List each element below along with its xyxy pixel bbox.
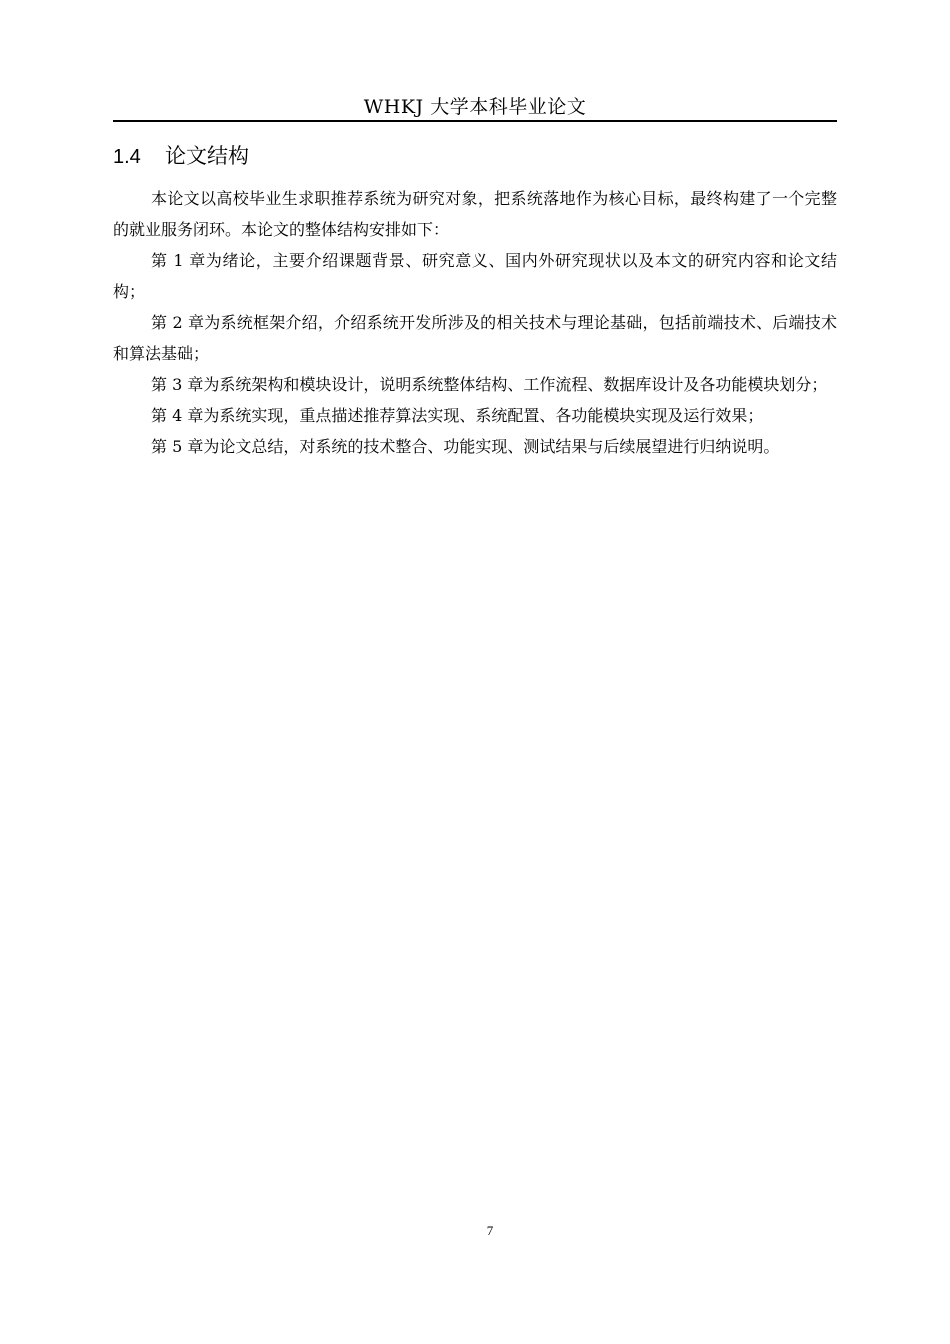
chapter-1-paragraph: 第 1 章为绪论，主要介绍课题背景、研究意义、国内外研究现状以及本文的研究内容和论文结构； [113,251,837,301]
page-number: 7 [486,1223,494,1238]
intro-paragraph: 本论文以高校毕业生求职推荐系统为研究对象，把系统落地作为核心目标，最终构建了一个完整的就业服务闭环。本论文的整体结构安排如下： [113,189,837,239]
body-text [113,183,837,462]
chapter-3-paragraph: 第 3 章为系统架构和模块设计，说明系统整体结构、工作流程、数据库设计及各功能模块划分； [151,375,828,394]
chapter-5-paragraph: 第 5 章为论文总结，对系统的技术整合、功能实现、测试结果与后续展望进行归纳说明。 [151,437,780,456]
running-header: WHKJ 大学本科毕业论文 [363,96,587,118]
section-number: 1.4 [113,146,141,168]
chapter-4-paragraph: 第 4 章为系统实现，重点描述推荐算法实现、系统配置、各功能模块实现及运行效果； [151,406,764,425]
header-rule [113,120,837,122]
section-heading [113,140,837,172]
chapter-2-paragraph: 第 2 章为系统框架介绍，介绍系统开发所涉及的相关技术与理论基础，包括前端技术、后端技术和算法基础； [113,313,837,363]
section-title: 论文结构 [165,144,249,168]
